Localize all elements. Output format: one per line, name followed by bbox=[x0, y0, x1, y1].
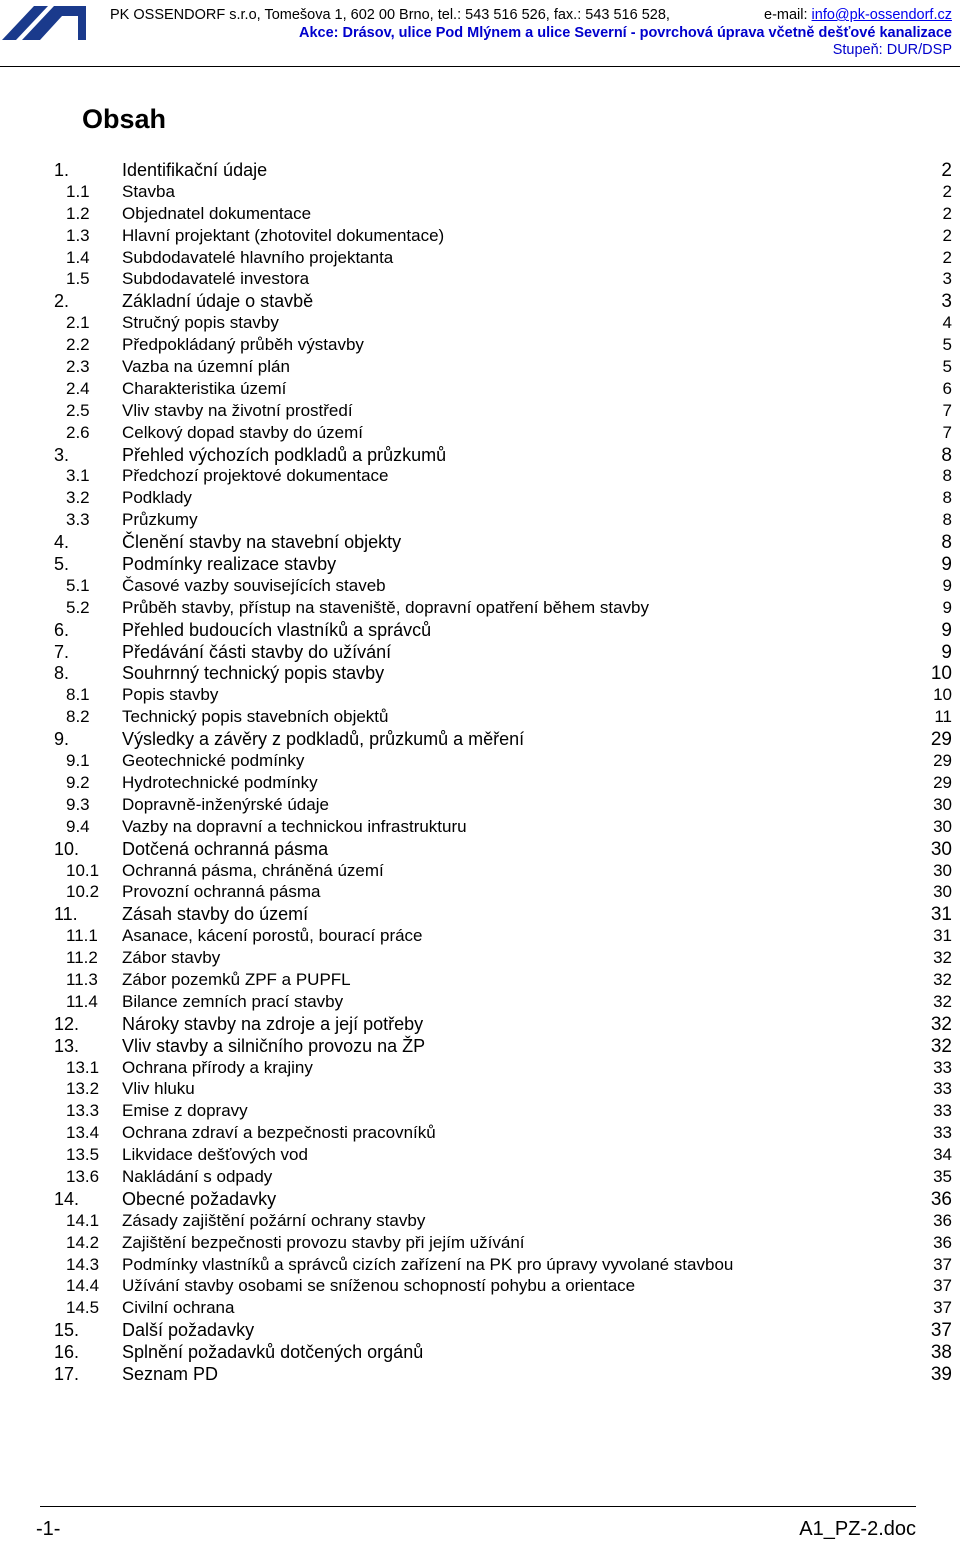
toc-entry-label: Nároky stavby na zdroje a její potřeby bbox=[122, 1013, 424, 1034]
toc-entry-label: Ochranná pásma, chráněná území bbox=[122, 860, 384, 880]
toc-entry-number: 2.2 bbox=[66, 335, 90, 355]
toc-entry-number: 13.4 bbox=[66, 1123, 100, 1143]
toc-entry[interactable] bbox=[0, 1320, 960, 1342]
toc-entry[interactable] bbox=[0, 1101, 960, 1123]
toc-entry-label: Průzkumy bbox=[122, 510, 198, 530]
toc-entry[interactable] bbox=[0, 795, 960, 817]
toc-entry-page: 5 bbox=[942, 335, 952, 355]
toc-entry-label: Výsledky a závěry z podkladů, průzkumů a měření bbox=[122, 729, 525, 750]
toc-entry-label: Objednatel dokumentace bbox=[122, 203, 312, 223]
toc-entry-page: 9 bbox=[942, 575, 952, 595]
toc-entry-page: 32 bbox=[933, 948, 952, 968]
toc-entry-page: 29 bbox=[933, 772, 952, 792]
toc-entry-label: Zásady zajištění požární ochrany stavby bbox=[122, 1210, 426, 1230]
toc-entry-label: Asanace, kácení porostů, bourací práce bbox=[122, 926, 423, 946]
footer-divider bbox=[40, 1506, 916, 1507]
page-header bbox=[0, 0, 960, 64]
toc-entry[interactable] bbox=[0, 620, 960, 642]
toc-entry-number: 1.1 bbox=[66, 181, 90, 201]
toc-entry-number: 2.6 bbox=[66, 422, 90, 442]
toc-entry-number: 14.3 bbox=[66, 1254, 100, 1274]
toc-entry-label: Civilní ochrana bbox=[122, 1298, 235, 1318]
table-of-contents bbox=[0, 160, 960, 1386]
toc-entry-page: 30 bbox=[930, 838, 952, 860]
toc-entry-page: 32 bbox=[930, 1035, 952, 1057]
toc-entry-page: 30 bbox=[933, 882, 952, 902]
toc-entry-number: 9.3 bbox=[66, 794, 90, 814]
toc-entry[interactable] bbox=[0, 291, 960, 313]
toc-entry-page: 39 bbox=[930, 1363, 952, 1385]
toc-entry-page: 2 bbox=[942, 247, 952, 267]
toc-entry[interactable] bbox=[0, 1342, 960, 1364]
toc-entry-page: 33 bbox=[933, 1079, 952, 1099]
toc-entry[interactable] bbox=[0, 663, 960, 685]
toc-entry[interactable] bbox=[0, 182, 960, 204]
toc-entry[interactable] bbox=[0, 510, 960, 532]
toc-entry-page: 2 bbox=[942, 225, 952, 245]
toc-entry[interactable] bbox=[0, 882, 960, 904]
toc-entry-page: 4 bbox=[942, 313, 952, 333]
toc-entry[interactable] bbox=[0, 817, 960, 839]
toc-entry-number: 10. bbox=[54, 838, 80, 859]
toc-entry-number: 6. bbox=[54, 619, 70, 640]
toc-entry-page: 37 bbox=[933, 1254, 952, 1274]
toc-entry-number: 1.5 bbox=[66, 269, 90, 289]
toc-entry-label: Likvidace dešťových vod bbox=[122, 1145, 308, 1165]
toc-entry[interactable] bbox=[0, 576, 960, 598]
toc-entry-number: 1.3 bbox=[66, 225, 90, 245]
toc-entry-page: 6 bbox=[942, 378, 952, 398]
toc-entry[interactable] bbox=[0, 1123, 960, 1145]
toc-entry-page: 7 bbox=[942, 400, 952, 420]
toc-entry-page: 9 bbox=[941, 619, 952, 641]
toc-entry-number: 2.1 bbox=[66, 313, 90, 333]
toc-entry-number: 5.2 bbox=[66, 597, 90, 617]
toc-entry-label: Hydrotechnické podmínky bbox=[122, 772, 318, 792]
toc-entry-page: 9 bbox=[942, 597, 952, 617]
toc-entry-label: Obecné požadavky bbox=[122, 1188, 277, 1209]
toc-entry[interactable] bbox=[0, 970, 960, 992]
toc-entry-number: 2. bbox=[54, 291, 70, 312]
company-logo bbox=[2, 6, 86, 40]
toc-entry-number: 3.3 bbox=[66, 510, 90, 530]
toc-entry-number: 9. bbox=[54, 729, 70, 750]
toc-entry-label: Podklady bbox=[122, 488, 192, 508]
toc-entry[interactable] bbox=[0, 532, 960, 554]
toc-entry-number: 13.1 bbox=[66, 1057, 100, 1077]
project-stage: Stupeň: DUR/DSP bbox=[832, 42, 952, 58]
toc-entry[interactable] bbox=[0, 1233, 960, 1255]
toc-entry-label: Zásah stavby do území bbox=[122, 904, 309, 925]
toc-entry-label: Stavba bbox=[122, 181, 175, 201]
toc-entry[interactable] bbox=[0, 1298, 960, 1320]
toc-entry-label: Zajištění bezpečnosti provozu stavby při jejím užívání bbox=[122, 1232, 525, 1252]
toc-entry[interactable] bbox=[0, 1167, 960, 1189]
page-number: -1- bbox=[36, 1518, 61, 1540]
toc-entry-number: 4. bbox=[54, 532, 70, 553]
toc-entry-page: 3 bbox=[941, 291, 952, 313]
toc-entry[interactable] bbox=[0, 598, 960, 620]
toc-entry-number: 3.2 bbox=[66, 488, 90, 508]
toc-entry-label: Subdodavatelé hlavního projektanta bbox=[122, 247, 394, 267]
toc-entry-number: 14.4 bbox=[66, 1276, 100, 1296]
toc-entry-page: 2 bbox=[942, 203, 952, 223]
toc-entry-label: Zábor stavby bbox=[122, 948, 221, 968]
toc-entry-label: Časové vazby souvisejících staveb bbox=[122, 575, 386, 595]
toc-entry-number: 9.2 bbox=[66, 772, 90, 792]
toc-entry[interactable] bbox=[0, 1211, 960, 1233]
toc-entry-page: 32 bbox=[930, 1013, 952, 1035]
toc-entry-number: 3.1 bbox=[66, 466, 90, 486]
toc-entry-label: Vazby na dopravní a technickou infrastrukturu bbox=[122, 816, 467, 836]
toc-entry-label: Souhrnný technický popis stavby bbox=[122, 663, 385, 684]
toc-entry[interactable] bbox=[0, 1364, 960, 1386]
toc-entry-page: 38 bbox=[930, 1342, 952, 1364]
toc-entry[interactable] bbox=[0, 226, 960, 248]
toc-entry-page: 2 bbox=[941, 160, 952, 181]
toc-entry[interactable] bbox=[0, 751, 960, 773]
toc-entry-label: Předchozí projektové dokumentace bbox=[122, 466, 389, 486]
toc-entry[interactable] bbox=[0, 773, 960, 795]
toc-entry-label: Stručný popis stavby bbox=[122, 313, 279, 333]
page-title: Obsah bbox=[82, 104, 167, 134]
toc-entry-label: Bilance zemních prací stavby bbox=[122, 991, 344, 1011]
toc-entry-number: 8.2 bbox=[66, 707, 90, 727]
toc-entry-number: 11.1 bbox=[66, 926, 98, 946]
toc-entry-label: Splnění požadavků dotčených orgánů bbox=[122, 1342, 424, 1363]
toc-entry[interactable] bbox=[0, 1276, 960, 1298]
toc-entry-page: 30 bbox=[933, 816, 952, 836]
toc-entry-page: 8 bbox=[942, 466, 952, 486]
toc-entry-number: 11.2 bbox=[66, 948, 98, 968]
email-block bbox=[764, 7, 952, 23]
toc-entry-page: 36 bbox=[930, 1188, 952, 1210]
toc-entry-page: 32 bbox=[933, 969, 952, 989]
toc-entry[interactable] bbox=[0, 948, 960, 970]
toc-entry-label: Průběh stavby, přístup na staveniště, dopravní opatření během stavby bbox=[122, 597, 649, 617]
toc-entry-number: 14. bbox=[54, 1188, 80, 1209]
toc-entry-label: Užívání stavby osobami se sníženou schopností pohybu a orientace bbox=[122, 1276, 636, 1296]
toc-entry[interactable] bbox=[0, 554, 960, 576]
toc-entry-number: 10.1 bbox=[66, 860, 100, 880]
toc-entry-label: Přehled budoucích vlastníků a správců bbox=[122, 619, 432, 640]
toc-entry[interactable] bbox=[0, 861, 960, 883]
toc-entry-page: 11 bbox=[934, 707, 952, 727]
toc-entry-number: 16. bbox=[54, 1342, 80, 1363]
toc-entry-page: 10 bbox=[930, 663, 952, 685]
toc-entry-number: 10.2 bbox=[66, 882, 100, 902]
toc-entry-number: 11.3 bbox=[66, 969, 98, 989]
toc-entry-number: 2.4 bbox=[66, 378, 90, 398]
toc-entry-number: 9.4 bbox=[66, 816, 90, 836]
toc-entry-number: 13.5 bbox=[66, 1145, 100, 1165]
toc-entry-label: Dopravně-inženýrské údaje bbox=[122, 794, 329, 814]
toc-entry-label: Nakládání s odpady bbox=[122, 1166, 273, 1186]
toc-entry-number: 8. bbox=[54, 663, 70, 684]
toc-entry-number: 11. bbox=[54, 904, 78, 925]
toc-entry-number: 13.2 bbox=[66, 1079, 100, 1099]
toc-entry-number: 9.1 bbox=[66, 751, 90, 771]
toc-entry-page: 37 bbox=[933, 1298, 952, 1318]
toc-entry-page: 30 bbox=[933, 794, 952, 814]
toc-entry[interactable] bbox=[0, 926, 960, 948]
toc-entry-label: Vliv stavby na životní prostředí bbox=[122, 400, 353, 420]
toc-entry[interactable] bbox=[0, 1079, 960, 1101]
toc-entry-page: 8 bbox=[941, 532, 952, 554]
toc-entry[interactable] bbox=[0, 160, 960, 182]
toc-entry-label: Vliv hluku bbox=[122, 1079, 195, 1099]
toc-entry-label: Technický popis stavebních objektů bbox=[122, 707, 389, 727]
toc-entry-label: Zábor pozemků ZPF a PUPFL bbox=[122, 969, 351, 989]
toc-entry-label: Hlavní projektant (zhotovitel dokumentace) bbox=[122, 225, 445, 245]
toc-entry-page: 31 bbox=[930, 904, 952, 926]
toc-entry-number: 17. bbox=[54, 1363, 80, 1384]
toc-entry-page: 9 bbox=[941, 641, 952, 663]
toc-entry-label: Předávání části stavby do užívání bbox=[122, 641, 392, 662]
toc-entry-label: Ochrana přírody a krajiny bbox=[122, 1057, 313, 1077]
toc-entry-label: Základní údaje o stavbě bbox=[122, 291, 314, 312]
toc-entry-number: 13. bbox=[54, 1035, 80, 1056]
toc-entry-label: Dotčená ochranná pásma bbox=[122, 838, 329, 859]
toc-entry[interactable] bbox=[0, 839, 960, 861]
toc-entry-label: Charakteristika území bbox=[122, 378, 287, 398]
toc-entry[interactable] bbox=[0, 204, 960, 226]
toc-entry-label: Geotechnické podmínky bbox=[122, 751, 305, 771]
toc-entry-page: 30 bbox=[933, 860, 952, 880]
toc-entry[interactable] bbox=[0, 1255, 960, 1277]
toc-entry[interactable] bbox=[0, 466, 960, 488]
toc-entry-page: 35 bbox=[933, 1166, 952, 1186]
toc-entry[interactable] bbox=[0, 1036, 960, 1058]
toc-entry-number: 1.4 bbox=[66, 247, 90, 267]
toc-entry[interactable] bbox=[0, 1145, 960, 1167]
toc-entry-page: 37 bbox=[933, 1276, 952, 1296]
toc-entry[interactable] bbox=[0, 992, 960, 1014]
toc-entry-page: 29 bbox=[933, 751, 952, 771]
toc-entry[interactable] bbox=[0, 642, 960, 664]
toc-entry-number: 1. bbox=[54, 160, 70, 180]
toc-entry-number: 11.4 bbox=[66, 991, 98, 1011]
toc-entry-page: 10 bbox=[933, 685, 952, 705]
toc-entry-number: 12. bbox=[54, 1013, 80, 1034]
toc-entry-label: Vliv stavby a silničního provozu na ŽP bbox=[122, 1035, 426, 1056]
toc-entry-number: 14.2 bbox=[66, 1232, 100, 1252]
toc-entry-page: 36 bbox=[933, 1232, 952, 1252]
toc-entry-number: 13.3 bbox=[66, 1101, 100, 1121]
toc-entry[interactable] bbox=[0, 313, 960, 335]
toc-entry[interactable] bbox=[0, 729, 960, 751]
header-divider bbox=[0, 66, 960, 67]
toc-entry-page: 2 bbox=[942, 181, 952, 201]
project-name: Akce: Drásov, ulice Pod Mlýnem a ulice Severní - povrchová úprava včetně dešťové kanalizace bbox=[298, 25, 952, 41]
toc-entry[interactable] bbox=[0, 685, 960, 707]
toc-entry-label: Předpokládaný průběh výstavby bbox=[122, 335, 364, 355]
toc-entry-number: 13.6 bbox=[66, 1166, 100, 1186]
toc-entry-page: 37 bbox=[930, 1320, 952, 1342]
toc-entry[interactable] bbox=[0, 335, 960, 357]
toc-entry-number: 1.2 bbox=[66, 203, 90, 223]
toc-entry-page: 33 bbox=[933, 1101, 952, 1121]
toc-entry-label: Členění stavby na stavební objekty bbox=[122, 532, 402, 553]
toc-entry[interactable] bbox=[0, 379, 960, 401]
toc-entry-number: 2.3 bbox=[66, 357, 90, 377]
toc-entry-label: Identifikační údaje bbox=[122, 160, 268, 180]
toc-entry-page: 36 bbox=[933, 1210, 952, 1230]
toc-entry[interactable] bbox=[0, 707, 960, 729]
toc-entry-page: 8 bbox=[942, 510, 952, 530]
toc-entry-label: Popis stavby bbox=[122, 685, 219, 705]
toc-entry-label: Emise z dopravy bbox=[122, 1101, 248, 1121]
email-link[interactable]: info@pk-ossendorf.cz bbox=[811, 7, 952, 23]
toc-entry-page: 29 bbox=[930, 729, 952, 751]
toc-entry-number: 2.5 bbox=[66, 400, 90, 420]
toc-entry-page: 8 bbox=[942, 488, 952, 508]
toc-entry-page: 31 bbox=[933, 926, 952, 946]
toc-entry-label: Subdodavatelé investora bbox=[122, 269, 310, 289]
toc-entry-label: Seznam PD bbox=[122, 1363, 219, 1384]
toc-entry-page: 5 bbox=[942, 357, 952, 377]
toc-entry-label: Podmínky vlastníků a správců cizích zařízení na PK pro úpravy vyvolané stavbou bbox=[122, 1254, 734, 1274]
toc-entry-number: 8.1 bbox=[66, 685, 90, 705]
toc-entry-page: 33 bbox=[933, 1123, 952, 1143]
toc-entry-number: 14.1 bbox=[66, 1210, 100, 1230]
email-label: e-mail: bbox=[764, 7, 812, 23]
toc-entry-label: Celkový dopad stavby do území bbox=[122, 422, 363, 442]
toc-entry-page: 33 bbox=[933, 1057, 952, 1077]
toc-entry[interactable] bbox=[0, 1014, 960, 1036]
toc-entry-number: 7. bbox=[54, 641, 70, 662]
toc-entry[interactable] bbox=[0, 401, 960, 423]
toc-entry-number: 3. bbox=[54, 444, 70, 465]
toc-entry-label: Další požadavky bbox=[122, 1320, 255, 1341]
toc-entry[interactable] bbox=[0, 357, 960, 379]
toc-entry-page: 8 bbox=[941, 444, 952, 466]
toc-entry[interactable] bbox=[0, 904, 960, 926]
toc-entry-number: 5. bbox=[54, 554, 70, 575]
toc-entry-label: Provozní ochranná pásma bbox=[122, 882, 321, 902]
toc-entry-number: 15. bbox=[54, 1320, 80, 1341]
toc-entry-number: 14.5 bbox=[66, 1298, 100, 1318]
toc-entry[interactable] bbox=[0, 269, 960, 291]
toc-entry[interactable] bbox=[0, 488, 960, 510]
toc-entry-page: 7 bbox=[942, 422, 952, 442]
toc-entry[interactable] bbox=[0, 1189, 960, 1211]
toc-entry[interactable] bbox=[0, 423, 960, 445]
toc-entry-label: Přehled výchozích podkladů a průzkumů bbox=[122, 444, 447, 465]
toc-entry[interactable] bbox=[0, 1058, 960, 1080]
toc-entry[interactable] bbox=[0, 248, 960, 270]
toc-entry-label: Podmínky realizace stavby bbox=[122, 554, 337, 575]
toc-entry-page: 9 bbox=[941, 554, 952, 576]
toc-entry-page: 32 bbox=[933, 991, 952, 1011]
toc-entry-page: 34 bbox=[933, 1145, 952, 1165]
file-name: A1_PZ-2.doc bbox=[799, 1518, 916, 1540]
company-address: PK OSSENDORF s.r.o, Tomešova 1, 602 00 Brno, tel.: 543 516 526, fax.: 543 516 528, bbox=[110, 7, 670, 23]
toc-entry[interactable] bbox=[0, 445, 960, 467]
toc-entry-page: 3 bbox=[942, 269, 952, 289]
toc-entry-number: 5.1 bbox=[66, 575, 90, 595]
toc-entry-label: Vazba na územní plán bbox=[122, 357, 290, 377]
toc-entry-label: Ochrana zdraví a bezpečnosti pracovníků bbox=[122, 1123, 436, 1143]
